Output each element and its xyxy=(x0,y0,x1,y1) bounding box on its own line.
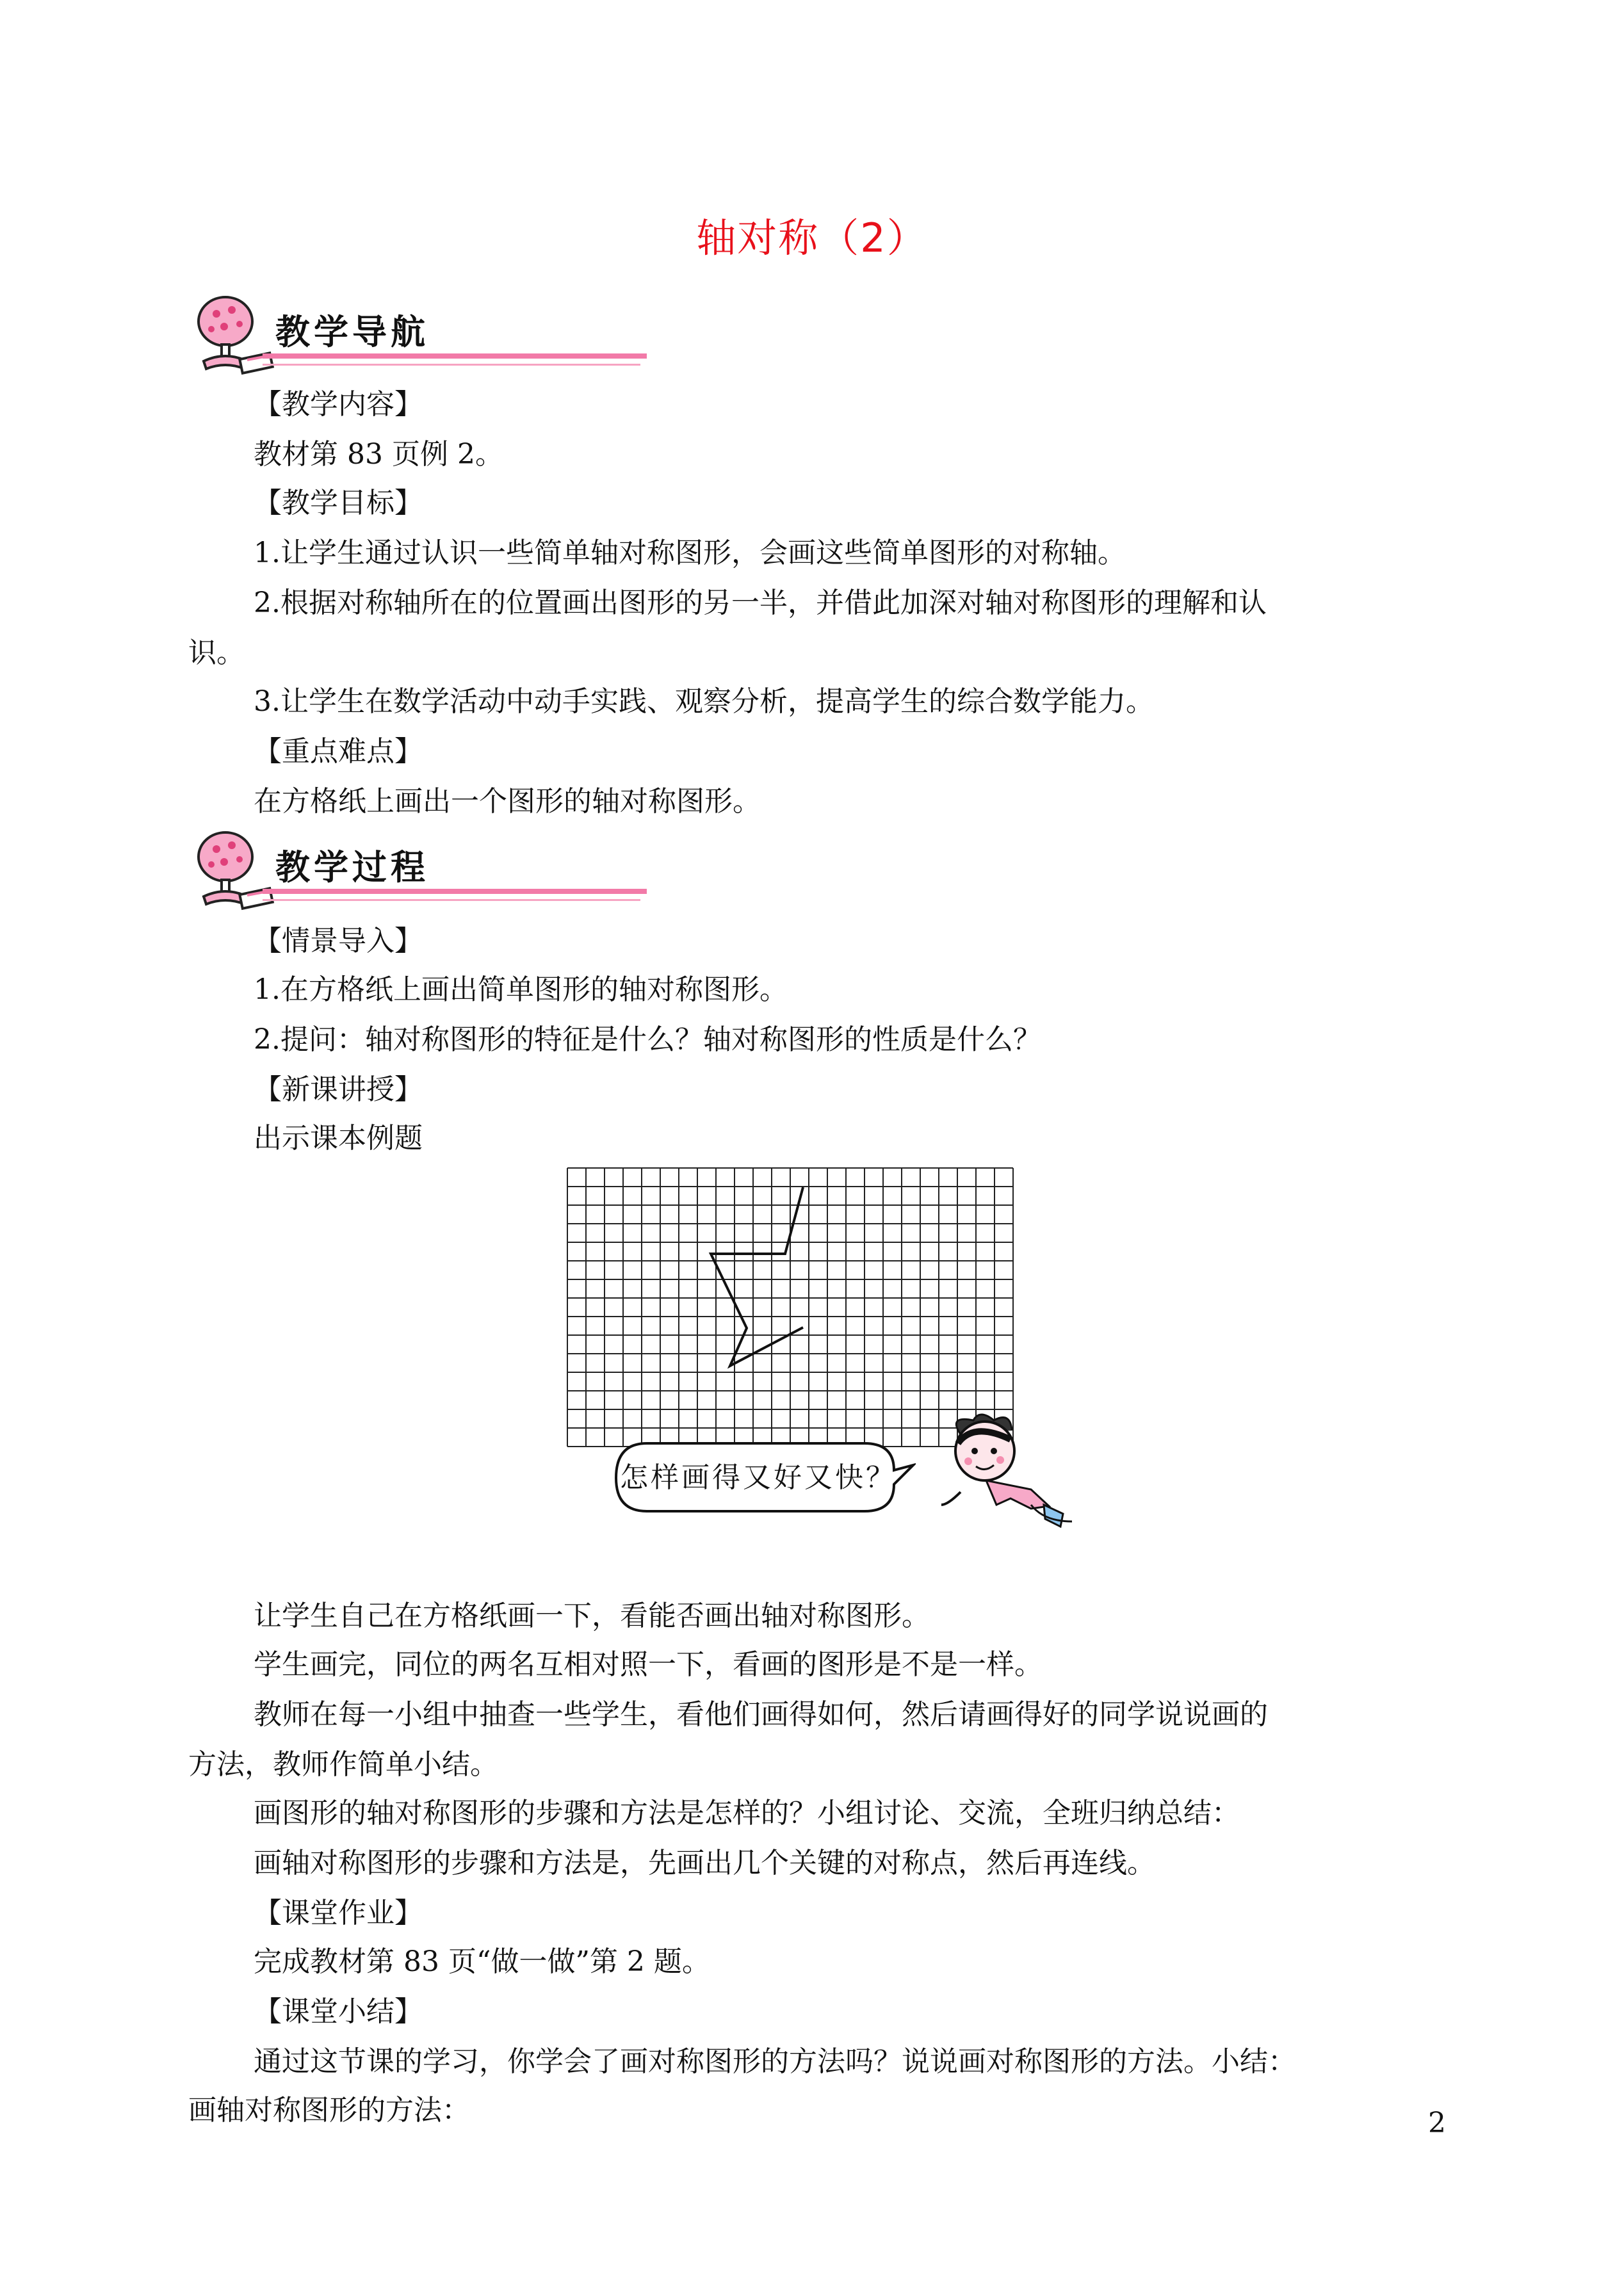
nav-line: 【教学内容】 xyxy=(254,388,423,421)
body-line: 学生画完，同位的两名互相对照一下，看画的图形是不是一样。 xyxy=(254,1648,1043,1681)
body-line: 方法，教师作简单小结。 xyxy=(188,1748,498,1781)
banner-underline-thin xyxy=(263,364,640,366)
section-title-process: 教学过程 xyxy=(275,847,429,888)
banner-underline xyxy=(263,889,647,894)
page-title: 轴对称（2） xyxy=(696,215,928,261)
page-number: 2 xyxy=(1428,2107,1446,2139)
body-line: 【课堂小结】 xyxy=(254,1995,423,2028)
lamp-icon xyxy=(186,825,282,914)
body-line: 画图形的轴对称图形的步骤和方法是怎样的？小组讨论、交流，全班归纳总结： xyxy=(254,1797,1240,1829)
nav-line: 教材第 83 页例 2。 xyxy=(254,438,503,471)
body-line: 让学生自己在方格纸画一下，看能否画出轴对称图形。 xyxy=(254,1600,930,1632)
process-line: 【情景导入】 xyxy=(254,925,423,957)
nav-line: 识。 xyxy=(188,637,245,669)
nav-line: 【重点难点】 xyxy=(254,735,423,768)
section-title-nav: 教学导航 xyxy=(275,312,429,352)
grid-lines xyxy=(567,1168,1013,1447)
banner-underline-thin xyxy=(263,899,640,901)
process-line: 2.提问：轴对称图形的特征是什么？轴对称图形的性质是什么？ xyxy=(254,1023,1041,1056)
process-line: 【新课讲授】 xyxy=(254,1073,423,1106)
section-banner-nav xyxy=(186,289,467,379)
process-line: 出示课本例题 xyxy=(254,1122,423,1155)
section-banner-process xyxy=(186,825,467,914)
body-line: 完成教材第 83 页“做一做”第 2 题。 xyxy=(254,1945,710,1978)
speech-text: 怎样画得又好又快？ xyxy=(620,1461,897,1494)
nav-line: 2.根据对称轴所在的位置画出图形的另一半，并借此加深对轴对称图形的理解和认 xyxy=(254,587,1267,619)
lamp-icon xyxy=(186,289,282,379)
body-line: 通过这节课的学习，你学会了画对称图形的方法吗？说说画对称图形的方法。小结： xyxy=(254,2045,1296,2078)
body-line: 画轴对称图形的步骤和方法是，先画出几个关键的对称点，然后再连线。 xyxy=(254,1847,1155,1879)
banner-underline xyxy=(263,353,647,359)
nav-line: 1.让学生通过认识一些简单轴对称图形，会画这些简单图形的对称轴。 xyxy=(254,537,1126,569)
process-line: 1.在方格纸上画出简单图形的轴对称图形。 xyxy=(254,973,788,1006)
body-line: 教师在每一小组中抽查一些学生，看他们画得如何，然后请画得好的同学说说画的 xyxy=(254,1698,1268,1731)
half-shape xyxy=(711,1187,803,1366)
body-line: 画轴对称图形的方法： xyxy=(188,2094,470,2127)
nav-line: 在方格纸上画出一个图形的轴对称图形。 xyxy=(254,785,761,818)
body-line: 【课堂作业】 xyxy=(254,1897,423,1929)
girl-illustration xyxy=(935,1409,1082,1537)
nav-line: 3.让学生在数学活动中动手实践、观察分析，提高学生的综合数学能力。 xyxy=(254,685,1154,718)
nav-line: 【教学目标】 xyxy=(254,487,423,519)
